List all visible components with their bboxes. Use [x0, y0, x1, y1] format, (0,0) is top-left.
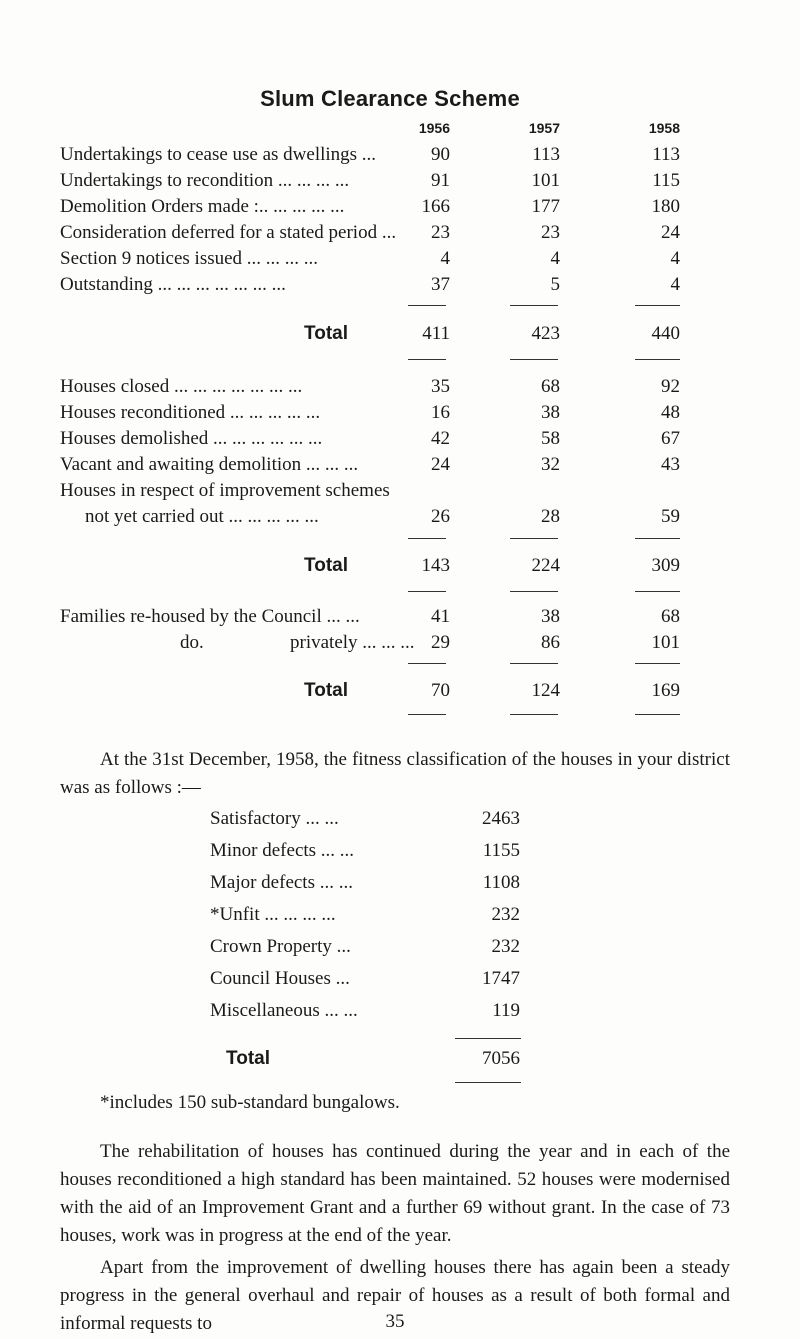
cell-1956: 24 [431, 454, 450, 475]
cell-1958: 59 [661, 506, 680, 527]
cell-1956: 35 [431, 376, 450, 397]
page-title: Slum Clearance Scheme [260, 86, 520, 111]
table-row [0, 170, 800, 196]
divider [408, 538, 446, 539]
cell-1957: 58 [541, 428, 560, 449]
divider [510, 359, 558, 360]
cell-1958: 92 [661, 376, 680, 397]
page-number: 35 [385, 1311, 405, 1332]
cell-1958: 43 [661, 454, 680, 475]
cell-1956: 23 [431, 222, 450, 243]
row-label: Undertakings to recondition ... ... ... ... [60, 170, 350, 191]
total-label: Total [304, 323, 348, 344]
cell-1957: 86 [541, 632, 560, 653]
cell-1957: 101 [531, 170, 560, 191]
row-label: Consideration deferred for a stated period ... [60, 222, 397, 243]
row-label: not yet carried out ... ... ... ... ... [85, 506, 319, 527]
cell-1957: 68 [541, 376, 560, 397]
class-label: Crown Property ... [210, 936, 351, 957]
divider [408, 591, 446, 592]
class-value: 232 [491, 904, 520, 925]
divider [510, 663, 558, 664]
total-label: Total [304, 680, 348, 701]
table-row [0, 222, 800, 248]
divider [408, 359, 446, 360]
cell-1958: 101 [651, 632, 680, 653]
class-label: Major defects ... ... [210, 872, 353, 893]
total-1958: 309 [651, 555, 680, 576]
cell-1956: 37 [431, 274, 450, 295]
row-label: Outstanding ... ... ... ... ... ... ... [60, 274, 286, 295]
class-label: Minor defects ... ... [210, 840, 355, 861]
table-row [0, 454, 800, 480]
year-1958: 1958 [648, 120, 680, 136]
table-row [0, 274, 800, 300]
total-1957: 224 [531, 555, 560, 576]
cell-1958: 24 [661, 222, 680, 243]
divider [408, 305, 446, 306]
cell-1958: 180 [651, 196, 680, 217]
total-1958: 440 [651, 323, 680, 344]
year-1956: 1956 [418, 120, 450, 136]
total-1957: 124 [531, 680, 560, 701]
total-value: 7056 [482, 1048, 520, 1069]
table-row [0, 428, 800, 454]
divider [510, 591, 558, 592]
divider [635, 663, 680, 664]
row-label: Houses demolished ... ... ... ... ... ... [60, 428, 323, 449]
table-row [0, 144, 800, 170]
divider [408, 714, 446, 715]
total-row [0, 555, 800, 581]
row-label: Vacant and awaiting demolition ... ... ... [60, 454, 359, 475]
cell-1957: 38 [541, 606, 560, 627]
cell-1957: 38 [541, 402, 560, 423]
class-label: Satisfactory ... ... [210, 808, 339, 829]
cell-1956: 90 [431, 144, 450, 165]
divider [635, 714, 680, 715]
cell-1958: 115 [652, 170, 680, 191]
cell-1957: 5 [550, 274, 560, 295]
total-row [0, 323, 800, 349]
total-1956: 70 [431, 680, 450, 701]
class-label: Miscellaneous ... ... [210, 1000, 358, 1021]
total-label: Total [304, 555, 348, 576]
row-label: Undertakings to cease use as dwellings ... [60, 144, 377, 165]
divider [635, 538, 680, 539]
paragraph-improvement: Apart from the improvement of dwelling houses there has again been a steady progress in the general overhaul and repair of houses as a result of both formal and informal requests to [60, 1257, 730, 1334]
divider [510, 714, 558, 715]
footnote: *includes 150 sub-standard bungalows. [100, 1092, 400, 1113]
total-1956: 411 [422, 323, 450, 344]
cell-1957: 4 [550, 248, 560, 269]
cell-1958: 67 [661, 428, 680, 449]
row-label: Section 9 notices issued ... ... ... ... [60, 248, 319, 269]
class-value: 1747 [482, 968, 520, 989]
row-label: Families re-housed by the Council ... ... [60, 606, 360, 627]
paragraph-rehabilitation: The rehabilitation of houses has continued during the year and in each of the houses reconditioned a high standard has been maintained. 52 houses were modernised with the aid of an Improvement Grant and a further 69 without grant. In the case of 73 houses, work was in progress at the end of the year. [60, 1141, 730, 1246]
cell-1956: 166 [421, 196, 450, 217]
cell-1956: 16 [431, 402, 450, 423]
cell-1956: 26 [431, 506, 450, 527]
row-label: Houses in respect of improvement schemes [60, 480, 390, 501]
total-1958: 169 [651, 680, 680, 701]
cell-1956: 29 [431, 632, 450, 653]
table-row [0, 506, 800, 532]
divider [510, 538, 558, 539]
class-value: 119 [492, 1000, 520, 1021]
table-row [0, 480, 800, 506]
divider [635, 591, 680, 592]
cell-1956: 42 [431, 428, 450, 449]
table-row [0, 606, 800, 632]
cell-1957: 28 [541, 506, 560, 527]
table-row [0, 402, 800, 428]
class-value: 2463 [482, 808, 520, 829]
total-row [0, 1048, 800, 1074]
cell-1957: 113 [532, 144, 560, 165]
row-label: Demolition Orders made :.. ... ... ... ... [60, 196, 345, 217]
divider [510, 305, 558, 306]
total-1956: 143 [421, 555, 450, 576]
row-label: Houses reconditioned ... ... ... ... ... [60, 402, 321, 423]
table-row [0, 196, 800, 222]
cell-1957: 177 [531, 196, 560, 217]
table-row [0, 376, 800, 402]
class-value: 232 [491, 936, 520, 957]
table-row [0, 248, 800, 274]
cell-1958: 4 [670, 248, 680, 269]
row-label: Houses closed ... ... ... ... ... ... ... [60, 376, 303, 397]
cell-1958: 113 [652, 144, 680, 165]
class-label: *Unfit ... ... ... ... [210, 904, 336, 925]
ditto-mark: do. [180, 632, 204, 653]
total-label: Total [226, 1048, 270, 1069]
divider [635, 359, 680, 360]
divider [455, 1082, 521, 1083]
table-row [0, 632, 800, 658]
fitness-intro-paragraph: At the 31st December, 1958, the fitness classification of the houses in your district was as follows :— [60, 749, 730, 798]
divider [635, 305, 680, 306]
cell-1958: 48 [661, 402, 680, 423]
cell-1957: 32 [541, 454, 560, 475]
cell-1956: 4 [440, 248, 450, 269]
year-1957: 1957 [528, 120, 560, 136]
cell-1957: 23 [541, 222, 560, 243]
row-label: privately ... ... ... [290, 632, 415, 653]
total-1957: 423 [531, 323, 560, 344]
total-row [0, 680, 800, 706]
cell-1956: 41 [431, 606, 450, 627]
divider [455, 1038, 521, 1039]
class-value: 1155 [482, 840, 520, 861]
cell-1956: 91 [431, 170, 450, 191]
cell-1958: 4 [670, 274, 680, 295]
class-label: Council Houses ... [210, 968, 350, 989]
class-value: 1108 [482, 872, 520, 893]
cell-1958: 68 [661, 606, 680, 627]
divider [408, 663, 446, 664]
